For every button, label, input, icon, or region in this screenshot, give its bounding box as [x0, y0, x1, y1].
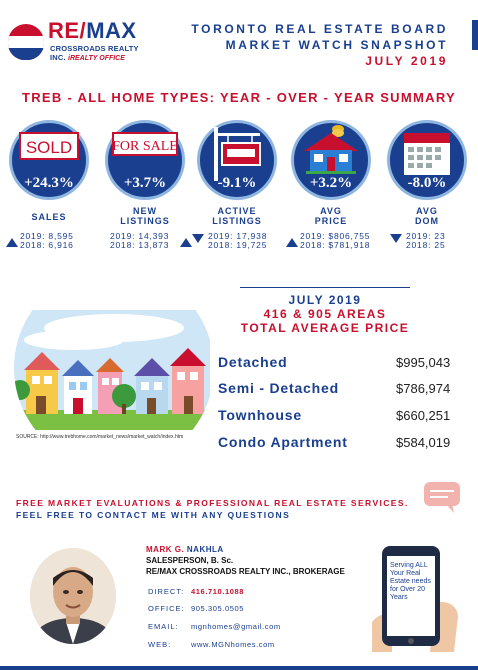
- new-listings-2018: 2018: 13,873: [110, 240, 170, 250]
- header-line-2: MARKET WATCH SNAPSHOT: [225, 38, 448, 52]
- price-row-label: Condo Apartment: [218, 434, 348, 450]
- logo-brand: RE/MAX: [48, 18, 137, 43]
- active-listings-label-1: ACTIVE: [217, 206, 257, 216]
- trend-up-icon: [286, 238, 298, 247]
- remax-logo: [6, 10, 146, 70]
- balloon-icon: [8, 24, 44, 60]
- avg-dom-2018: 2018: 25: [406, 240, 446, 250]
- avg-price-2018: 2018: $781,918: [300, 240, 371, 250]
- price-title-3: TOTAL AVERAGE PRICE: [240, 321, 410, 335]
- active-listings-label-2: LISTINGS: [212, 216, 262, 226]
- price-row-label: Townhouse: [218, 407, 302, 423]
- avg-dom-2019: 2019: 23: [406, 231, 446, 241]
- logo-office: CROSSROADS REALTY INC.: [50, 44, 139, 62]
- avg-price-label-1: AVG: [320, 206, 342, 216]
- phone-graphic: [370, 542, 460, 652]
- agent-name: MARK G. NAKHLA: [146, 545, 224, 554]
- email-link[interactable]: mgnhomes@gmail.com: [191, 622, 281, 631]
- agent-portrait-icon: [30, 548, 116, 644]
- price-title-1: JULY 2019: [288, 293, 362, 307]
- active-listings-2018: 2018: 19,725: [208, 240, 268, 250]
- sales-label: SALES: [31, 212, 67, 222]
- active-listings-2019: 2019: 17,938: [208, 231, 268, 241]
- avg-dom-label-2: DOM: [415, 216, 439, 226]
- header-date: JULY 2019: [365, 54, 448, 68]
- office-phone-link[interactable]: 905.305.0505: [191, 604, 245, 613]
- contact-label: DIRECT:: [148, 587, 185, 596]
- price-row-value: $584,019: [396, 435, 451, 450]
- new-listings-label-2: LISTINGS: [120, 216, 170, 226]
- phone-message: Serving ALL Your Real Estate needs for Over 20 Years: [390, 562, 431, 601]
- contact-label: EMAIL:: [148, 622, 179, 631]
- header-accent-bar: [472, 20, 478, 50]
- new-listings-label-1: NEW: [133, 206, 157, 216]
- promo-line-1: FREE MARKET EVALUATIONS & PROFESSIONAL REAL ESTATE SERVICES.: [16, 498, 409, 508]
- agent-title: SALESPERSON, B. Sc.: [146, 556, 234, 565]
- promo-line-2: FEEL FREE TO CONTACT ME WITH ANY QUESTIONS: [16, 510, 291, 520]
- trend-up-icon: [6, 238, 18, 247]
- divider-line: [240, 287, 410, 288]
- avg-dom-label-1: AVG: [416, 206, 438, 216]
- direct-phone-link[interactable]: 416.710.1088: [191, 587, 245, 596]
- price-row-label: Detached: [218, 354, 288, 370]
- section-title: TREB - ALL HOME TYPES: YEAR - OVER - YEAR SUMMARY: [22, 90, 456, 105]
- contact-label: OFFICE:: [148, 604, 185, 613]
- sales-2018: 2018: 6,916: [20, 240, 74, 250]
- sales-2019: 2019: 8,595: [20, 231, 74, 241]
- avg-price-2019: 2019: $806,755: [300, 231, 371, 241]
- trend-down-icon: [192, 234, 204, 243]
- avg-price-pct: +3.2%: [309, 175, 353, 191]
- new-listings-2019: 2019: 14,393: [110, 231, 170, 241]
- source-note: SOURCE: http://www.trebhome.com/market_news/market_watch/index.htm: [16, 434, 184, 440]
- chat-bubble-icon: [422, 480, 462, 514]
- footer-bar: [0, 666, 478, 670]
- svg-text:FOR SALE: FOR SALE: [112, 139, 178, 154]
- header-line-1: TORONTO REAL ESTATE BOARD: [191, 22, 448, 36]
- price-row-value: $786,974: [396, 381, 451, 396]
- new-listings-pct: +3.7%: [123, 175, 167, 191]
- sales-pct: +24.3%: [24, 175, 74, 191]
- agent-photo: [30, 548, 116, 644]
- trend-down-icon: [390, 234, 402, 243]
- svg-text:SOLD: SOLD: [25, 138, 73, 157]
- trend-up-icon: [180, 238, 192, 247]
- houses-illustration: [14, 310, 210, 430]
- active-listings-pct: -9.1%: [217, 175, 257, 191]
- price-row-value: $995,043: [396, 355, 451, 370]
- avg-price-label-2: PRICE: [314, 216, 348, 226]
- agent-company: RE/MAX CROSSROADS REALTY INC., BROKERAGE: [146, 567, 345, 576]
- website-link[interactable]: www.MGNhomes.com: [191, 640, 275, 649]
- price-row-label: Semi - Detached: [218, 380, 339, 396]
- avg-dom-pct: -8.0%: [407, 175, 447, 191]
- price-title-2: 416 & 905 AREAS: [263, 307, 387, 321]
- contact-label: WEB:: [148, 640, 172, 649]
- price-row-value: $660,251: [396, 408, 451, 423]
- logo-tagline: iREALTY OFFICE: [68, 55, 125, 62]
